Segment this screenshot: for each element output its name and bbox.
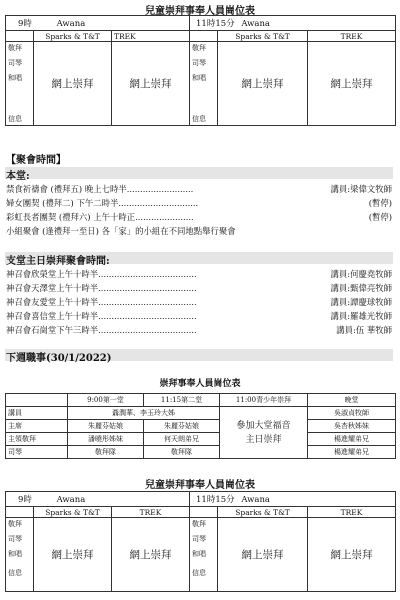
sunday-item-right: 講員:羅雄光牧師 xyxy=(330,311,392,321)
sunday-item: 神召會友愛堂上午十時半..................................... xyxy=(6,297,197,307)
bottom-table-title: 兒童崇拜事奉人員崗位表 xyxy=(145,480,255,491)
next-week-title: 崇拜事奉人員崗位表 xyxy=(159,379,241,389)
bottom-online-3: 網上崇拜 xyxy=(218,518,308,592)
bottom-online-2: 網上崇拜 xyxy=(112,518,190,592)
second-cell: 敬拜隊 xyxy=(144,446,220,459)
top-sparks-col-2: Sparks & T&T xyxy=(218,31,308,42)
bottom-roles-left: 敬拜 司琴 和唱 信息 xyxy=(6,518,34,592)
col-first-service: 9:00第一堂 xyxy=(68,394,144,407)
next-week-table xyxy=(5,393,396,459)
col-second-service: 11:15第二堂 xyxy=(144,394,220,407)
sunday-item-right: 講員:何慶堯牧師 xyxy=(330,269,392,279)
meeting-item: 彩虹長者團契 (禮拜六) 上午十時正...................... xyxy=(6,212,194,222)
bottom-sparks-col-2: Sparks & T&T xyxy=(218,507,308,518)
top-trek-col: TREK xyxy=(112,31,190,42)
top-trek-col-2: TREK xyxy=(308,31,396,42)
top-online-2: 網上崇拜 xyxy=(112,42,190,126)
meeting-item-right: (暫停) xyxy=(368,212,392,222)
sunday-item: 神召會喜信堂上午十時半..................................... xyxy=(6,311,197,321)
bottom-online-4: 網上崇拜 xyxy=(308,518,396,592)
bottom-trek-col: TREK xyxy=(112,507,190,518)
next-week-header: 下週職事(30/1/2022) xyxy=(6,353,112,364)
sunday-item-right: 講員:譚慶球牧師 xyxy=(330,297,392,307)
sunday-item: 神召會天澤堂上午十時半..................................... xyxy=(6,283,197,293)
bottom-trek-col-2: TREK xyxy=(308,507,396,518)
sunday-header: 支堂主日崇拜聚會時間: xyxy=(6,256,110,267)
bottom-left-header: 9時 Awana xyxy=(6,492,190,507)
col-evening-service: 晚堂 xyxy=(308,394,396,407)
bottom-right-header: 11時15分 Awana xyxy=(190,492,396,507)
row-role: 司琴 xyxy=(6,446,68,459)
top-online-4: 網上崇拜 xyxy=(308,42,396,126)
row-role: 講員 xyxy=(6,407,68,420)
top-children-table xyxy=(5,15,396,126)
top-roles-right: 敬拜 司琴 和唱 信息 xyxy=(190,42,218,126)
sunday-item-right: 講員:甄偉亮牧師 xyxy=(330,283,392,293)
top-table-title: 兒童崇拜事奉人員崗位表 xyxy=(145,6,255,17)
top-roles-left: 敬拜 司琴 和唱 信息 xyxy=(6,42,34,126)
second-cell: 何天朗弟兄 xyxy=(144,433,220,446)
first-cell: 朱麗芬姑娘 xyxy=(68,420,144,433)
sunday-item-right: 講員:伍 華牧師 xyxy=(336,325,392,335)
first-cell: 敬拜隊 xyxy=(68,446,144,459)
meeting-item-right: (暫停) xyxy=(368,198,392,208)
second-cell: 朱麗芬姑娘 xyxy=(144,420,220,433)
row-role: 主席 xyxy=(6,420,68,433)
meeting-item: 婦女團契 (禮拜二) 下午二時半.............................. xyxy=(6,198,199,208)
top-right-header: 11時15分 Awana xyxy=(190,16,396,31)
bottom-sparks-col: Sparks & T&T xyxy=(34,507,112,518)
evening-cell: 吳杏秋姊妹 xyxy=(308,420,396,433)
evening-cell: 吳淑貞牧師 xyxy=(308,407,396,420)
sunday-item: 神召會石崗堂下午三時半..................................... xyxy=(6,325,197,335)
evening-cell: 楊進耀弟兄 xyxy=(308,433,396,446)
bottom-children-table xyxy=(5,491,396,592)
meeting-item: 禁食祈禱會 (禮拜五) 晚上七時半......................... xyxy=(6,184,194,194)
speaker-cell: 聶潤華、李玉玲大姊 xyxy=(68,407,220,420)
meeting-item: 小組聚會 (逢禮拜一至日) 各「家」的小組在不同地點舉行聚會 xyxy=(6,226,236,236)
row-role: 主領敬拜 xyxy=(6,433,68,446)
bottom-online-1: 網上崇拜 xyxy=(34,518,112,592)
top-left-header: 9時 Awana xyxy=(6,16,190,31)
first-cell: 潘曉彤姊妹 xyxy=(68,433,144,446)
meeting-item-right: 講員:梁偉文牧師 xyxy=(330,184,392,194)
top-sparks-col: Sparks & T&T xyxy=(34,31,112,42)
col-youth-service: 11:00青少年崇拜 xyxy=(220,394,308,407)
top-online-3: 網上崇拜 xyxy=(218,42,308,126)
meetings-header: 【聚會時間】 xyxy=(6,155,66,166)
top-online-1: 網上崇拜 xyxy=(34,42,112,126)
sunday-item: 神召會欣榮堂上午十時半..................................... xyxy=(6,269,197,279)
main-hall-header: 本堂: xyxy=(6,171,30,182)
bottom-roles-right: 敬拜 司琴 和唱 信息 xyxy=(190,518,218,592)
evening-cell: 楊進耀弟兄 xyxy=(308,446,396,459)
youth-merged-cell: 參加大堂福音主日崇拜 xyxy=(220,407,308,459)
